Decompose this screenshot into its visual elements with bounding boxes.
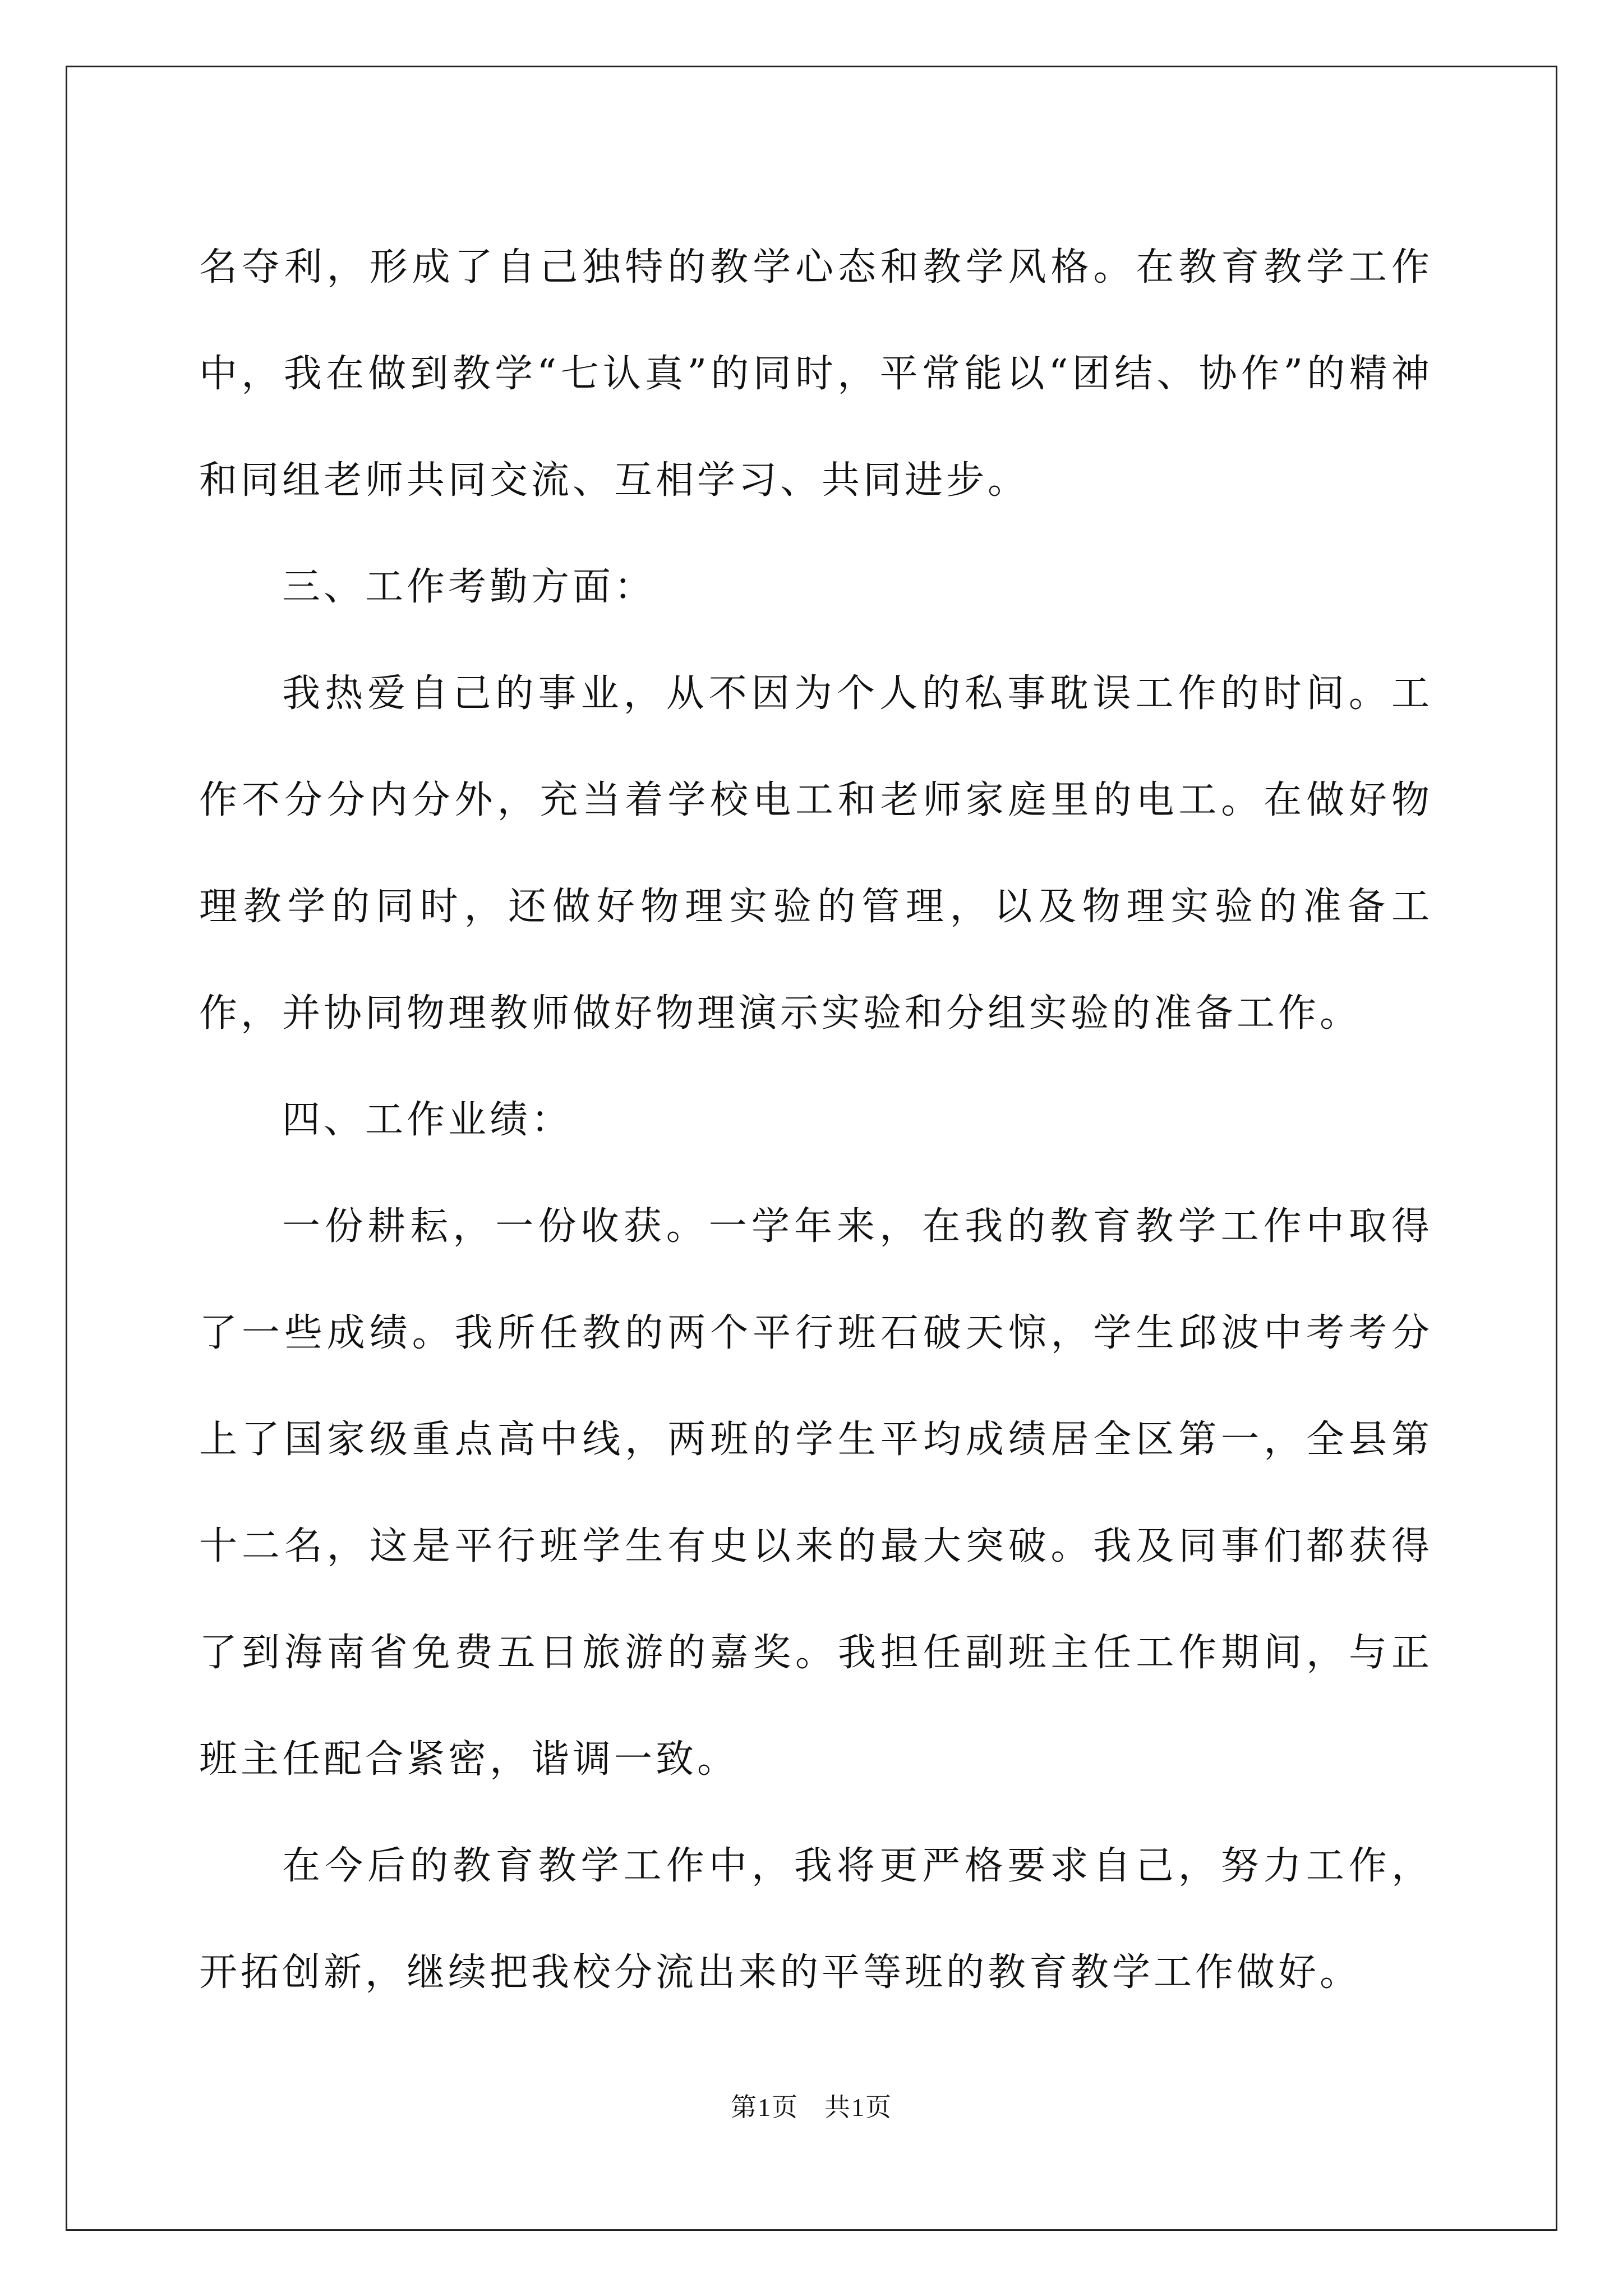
page-footer <box>0 2087 1623 2124</box>
paragraph-achievements: 一份耕耘，一份收获。一学年来，在我的教育教学工作中取得了一些成绩。我所任教的两个平行班石破天惊，学生邱波中考考分上了国家级重点高中线，两班的学生平均成绩居全区第一，全县第十二名，这是平行班学生有史以来的最大突破。我及同事们都获得了到海南省免费五日旅游的嘉奖。我担任副班主任工作期间，与正班主任配合紧密，谐调一致。 <box>199 1204 1433 1782</box>
paragraph-attendance: 我热爱自己的事业，从不因为个人的私事耽误工作的时间。工作不分分内分外，充当着学校电工和老师家庭里的电工。在做好物理教学的同时，还做好物理实验的管理，以及物理实验的准备工作，并协同物理教师做好物理演示实验和分组实验的准备工作。 <box>199 671 1433 1036</box>
page-number: 第1页 <box>731 2093 799 2122</box>
document-body <box>199 214 1433 2026</box>
section-heading-attendance: 三、工作考勤方面： <box>282 565 656 609</box>
page-total: 共1页 <box>824 2093 892 2122</box>
paragraph-continued: 名夺利，形成了自己独特的教学心态和教学风格。在教育教学工作中，我在做到教学“七认真”的同时，平常能以“团结、协作”的精神和同组老师共同交流、互相学习、共同进步。 <box>199 245 1433 503</box>
section-heading-achievements: 四、工作业绩： <box>282 1098 573 1142</box>
paragraph-conclusion: 在今后的教育教学工作中，我将更严格要求自己，努力工作，开拓创新，继续把我校分流出来的平等班的教育教学工作做好。 <box>199 1844 1433 1995</box>
